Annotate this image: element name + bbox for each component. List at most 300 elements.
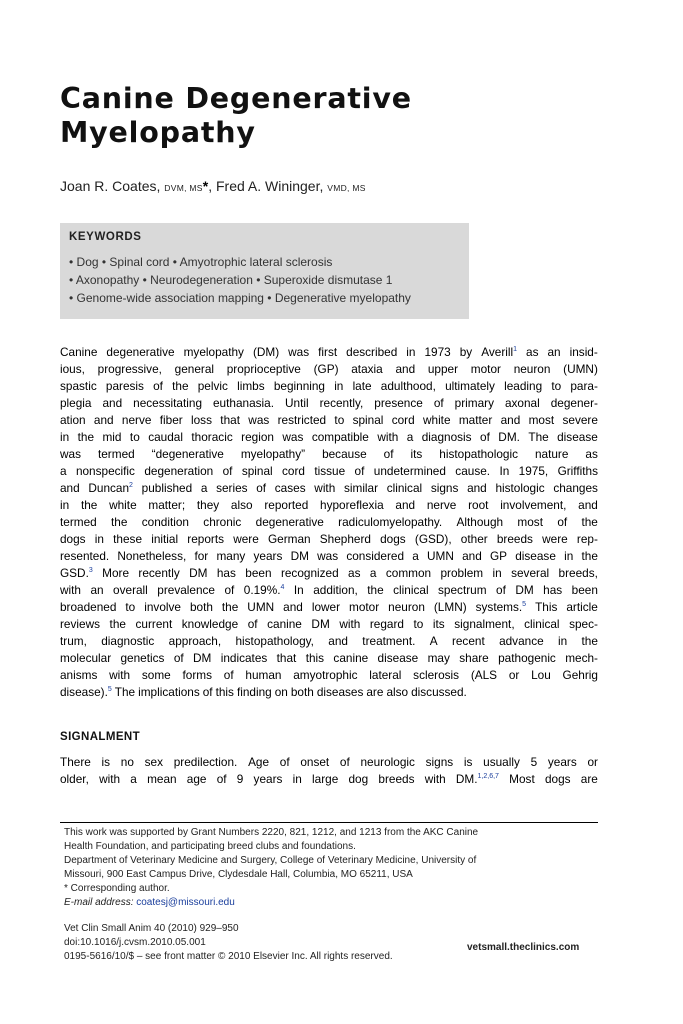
word: histopathology, bbox=[235, 634, 314, 648]
word: chronic bbox=[203, 515, 242, 529]
word: an bbox=[90, 583, 104, 597]
word: and bbox=[578, 498, 598, 512]
word: a bbox=[412, 549, 419, 563]
word: beginning bbox=[273, 379, 325, 393]
journal-website[interactable]: vetsmall.theclinics.com bbox=[467, 942, 580, 953]
word: signs bbox=[430, 481, 459, 495]
word: axonal bbox=[504, 396, 540, 410]
word: its bbox=[432, 617, 445, 631]
word: Although bbox=[456, 515, 504, 529]
word: of bbox=[173, 651, 184, 665]
word: has bbox=[543, 583, 563, 597]
word: ataxia bbox=[351, 362, 383, 376]
citation-reference[interactable]: 5 bbox=[107, 686, 112, 693]
word: and bbox=[395, 362, 416, 376]
citation-reference[interactable]: 5 bbox=[522, 601, 527, 608]
word: cord bbox=[282, 464, 305, 478]
citation-reference[interactable]: 2 bbox=[129, 482, 133, 489]
word: lower bbox=[311, 600, 341, 614]
word: paresis bbox=[105, 379, 144, 393]
word: Canine bbox=[60, 345, 98, 359]
word: Shepherd bbox=[319, 532, 371, 546]
word: for bbox=[194, 549, 209, 563]
word: Gehrig bbox=[562, 668, 598, 682]
text-line bbox=[60, 378, 598, 395]
word: recognized bbox=[280, 566, 339, 580]
text-line bbox=[60, 633, 598, 650]
text-line bbox=[60, 497, 598, 514]
word: of bbox=[222, 464, 233, 478]
word: knowledge bbox=[181, 617, 239, 631]
word: “degenerative bbox=[151, 447, 224, 461]
word: regard bbox=[369, 617, 404, 631]
word: share bbox=[459, 651, 489, 665]
word: cord bbox=[391, 413, 415, 427]
word: overall bbox=[113, 583, 148, 597]
word: diseases bbox=[316, 685, 364, 699]
cited-word: disease).$^5$ bbox=[60, 685, 112, 699]
word: matter bbox=[458, 413, 493, 427]
word: spinal bbox=[241, 464, 273, 478]
word: are bbox=[580, 772, 598, 786]
word: pathogenic bbox=[498, 651, 556, 665]
word: neuron bbox=[513, 362, 551, 376]
text-line bbox=[60, 429, 598, 446]
text-line bbox=[60, 650, 598, 667]
word: implications bbox=[138, 685, 200, 699]
word: clinical bbox=[386, 481, 423, 495]
author-degree: VMD, MS bbox=[327, 183, 366, 193]
keyword-line: • Dog • Spinal cord • Amyotrophic lateral sclerosis bbox=[69, 255, 333, 269]
word: advance bbox=[499, 634, 544, 648]
word: (ALS bbox=[470, 668, 498, 682]
word: to bbox=[125, 600, 136, 614]
word: primary bbox=[454, 396, 494, 410]
word: they bbox=[196, 498, 220, 512]
word: motor bbox=[470, 362, 501, 376]
word: root bbox=[468, 498, 489, 512]
word: tissue bbox=[314, 464, 346, 478]
word: signalment, bbox=[454, 617, 515, 631]
text-line bbox=[60, 548, 598, 565]
word: neuron bbox=[388, 600, 425, 614]
word: human bbox=[245, 668, 282, 682]
word: 1975, bbox=[518, 464, 549, 478]
word: Until bbox=[285, 396, 309, 410]
text-line bbox=[60, 412, 598, 429]
title-line: Myelopathy bbox=[60, 116, 256, 149]
word: also bbox=[386, 685, 409, 699]
word: and bbox=[102, 396, 123, 410]
citation-reference[interactable]: 1 bbox=[513, 346, 518, 353]
keywords-box bbox=[60, 223, 469, 319]
word: of bbox=[224, 583, 235, 597]
word: upper bbox=[427, 362, 459, 376]
word: rep- bbox=[576, 532, 598, 546]
word: mean bbox=[147, 772, 177, 786]
word: matter; bbox=[148, 498, 186, 512]
word: with bbox=[109, 668, 131, 682]
word: Age bbox=[248, 755, 270, 769]
word: There bbox=[60, 755, 91, 769]
word: plegia bbox=[60, 396, 92, 410]
word: of bbox=[339, 755, 350, 769]
word: of bbox=[216, 772, 227, 786]
doi[interactable]: doi:10.1016/j.cvsm.2010.05.001 bbox=[64, 937, 206, 948]
word: the bbox=[581, 515, 598, 529]
word: insid- bbox=[569, 345, 598, 359]
word: similar bbox=[343, 481, 379, 495]
word: may bbox=[427, 651, 450, 665]
word: diagnostic bbox=[101, 634, 155, 648]
word: breeds, bbox=[558, 566, 598, 580]
word: region bbox=[241, 430, 274, 444]
word: trum, bbox=[60, 634, 87, 648]
word: and bbox=[93, 413, 114, 427]
word: lateral bbox=[369, 668, 402, 682]
word: as bbox=[585, 447, 598, 461]
text-line bbox=[60, 446, 598, 463]
email-line bbox=[64, 896, 235, 910]
word: addition, bbox=[313, 583, 358, 597]
word: or bbox=[508, 668, 520, 682]
word: The bbox=[528, 430, 549, 444]
word: its bbox=[410, 447, 423, 461]
word: that bbox=[276, 651, 297, 665]
word: signs bbox=[425, 755, 454, 769]
word: general bbox=[174, 362, 215, 376]
word: in bbox=[564, 549, 574, 563]
word: these bbox=[113, 532, 143, 546]
word: was bbox=[248, 413, 270, 427]
word: this bbox=[215, 685, 234, 699]
word: DM bbox=[290, 549, 309, 563]
word: indicates bbox=[220, 651, 268, 665]
word: restricted bbox=[277, 413, 327, 427]
word: current bbox=[135, 617, 173, 631]
word: are bbox=[366, 685, 384, 699]
word: breeds bbox=[378, 772, 415, 786]
word: with bbox=[424, 772, 446, 786]
word: of bbox=[153, 379, 163, 393]
word: common bbox=[385, 566, 432, 580]
word: changes bbox=[553, 481, 598, 495]
word: considered bbox=[346, 549, 405, 563]
word: a bbox=[200, 481, 208, 495]
text-line bbox=[60, 514, 598, 531]
word: More bbox=[102, 566, 130, 580]
word: in bbox=[60, 498, 70, 512]
word: condition bbox=[141, 515, 189, 529]
word: to bbox=[551, 379, 562, 393]
email-link[interactable]: coatesj@missouri.edu bbox=[136, 897, 235, 908]
word: ultimately bbox=[445, 379, 495, 393]
word: necessitating bbox=[133, 396, 203, 410]
word: (GSD), bbox=[414, 532, 452, 546]
word: was bbox=[288, 345, 310, 359]
word: no bbox=[120, 755, 134, 769]
word: approach, bbox=[168, 634, 222, 648]
word: and bbox=[328, 634, 348, 648]
word: a bbox=[369, 566, 377, 580]
word: termed bbox=[97, 447, 135, 461]
word: molecular bbox=[60, 651, 112, 665]
word: Griffiths bbox=[557, 464, 598, 478]
word: 1973 bbox=[424, 345, 451, 359]
word: euthanasia. bbox=[213, 396, 275, 410]
word: involve bbox=[144, 600, 181, 614]
word: recent bbox=[451, 634, 485, 648]
word: In bbox=[499, 464, 510, 478]
affiliation: Missouri, 900 East Campus Drive, Clydesdale Hall, Columbia, MO 65211, USA bbox=[64, 869, 413, 880]
word: prevalence bbox=[157, 583, 215, 597]
word: of bbox=[202, 685, 213, 699]
word: in bbox=[60, 430, 70, 444]
word: A bbox=[429, 634, 438, 648]
word: mech- bbox=[565, 651, 598, 665]
word: DM bbox=[189, 566, 208, 580]
word: was bbox=[317, 549, 339, 563]
word: with bbox=[314, 481, 336, 495]
word: predilection. bbox=[173, 755, 238, 769]
word: the bbox=[221, 600, 239, 614]
word: The bbox=[114, 685, 136, 699]
word: and bbox=[467, 481, 487, 495]
word: or bbox=[587, 755, 598, 769]
text-line bbox=[60, 771, 598, 788]
text-line bbox=[60, 754, 598, 771]
word: was bbox=[60, 447, 81, 461]
word: described bbox=[346, 345, 398, 359]
word: degenerative bbox=[255, 515, 324, 529]
word: radiculomyelopathy. bbox=[338, 515, 443, 529]
text-line bbox=[60, 582, 598, 599]
word: limbs bbox=[237, 379, 265, 393]
word: undetermined bbox=[373, 464, 446, 478]
word: with bbox=[60, 583, 81, 597]
cited-word: 0.19%.$^4$ bbox=[243, 583, 285, 597]
keyword-line: • Genome-wide association mapping • Degenerative myelopathy bbox=[69, 291, 411, 305]
word: Most bbox=[509, 772, 535, 786]
word: were bbox=[233, 532, 259, 546]
word: dogs bbox=[60, 532, 86, 546]
word: dogs bbox=[544, 772, 571, 786]
word: and bbox=[395, 498, 416, 512]
word: DM bbox=[515, 583, 534, 597]
word: Nonetheless, bbox=[117, 549, 187, 563]
text-line bbox=[60, 565, 598, 582]
word: resented. bbox=[60, 549, 110, 563]
word: years bbox=[253, 772, 283, 786]
word: the bbox=[80, 498, 98, 512]
cited-word: Duncan$^2$ bbox=[88, 481, 133, 495]
word: large bbox=[312, 772, 339, 786]
text-line bbox=[60, 616, 598, 633]
word: finding bbox=[236, 685, 272, 699]
citation-reference[interactable]: 3 bbox=[88, 567, 93, 574]
word: degeneration bbox=[144, 464, 214, 478]
title-line: Canine Degenerative bbox=[60, 82, 412, 115]
word: the bbox=[111, 515, 128, 529]
text-line bbox=[60, 344, 598, 361]
word: of bbox=[354, 464, 365, 478]
word: some bbox=[141, 668, 171, 682]
word: neurologic bbox=[360, 755, 415, 769]
word: (UMN) bbox=[563, 362, 598, 376]
word: most bbox=[528, 413, 555, 427]
word: treatment. bbox=[362, 634, 416, 648]
funding-note: Health Foundation, and participating breed clubs and foundations. bbox=[64, 841, 356, 852]
word: disease bbox=[377, 651, 419, 665]
word: an bbox=[547, 345, 561, 359]
author-list bbox=[60, 178, 366, 194]
word: nerve bbox=[426, 498, 457, 512]
word: recently, bbox=[319, 396, 364, 410]
word: sclerosis bbox=[413, 668, 460, 682]
word: usually bbox=[483, 755, 520, 769]
word: with bbox=[377, 430, 399, 444]
word: spec- bbox=[569, 617, 598, 631]
word: age bbox=[186, 772, 207, 786]
word: in bbox=[292, 772, 302, 786]
author-degree: DVM, MS bbox=[164, 183, 203, 193]
word: reviews bbox=[60, 617, 100, 631]
funding-note: This work was supported by Grant Numbers 2220, 821, 1212, and 1213 from the AKC Canine bbox=[64, 827, 479, 838]
word: broadened bbox=[60, 600, 117, 614]
word: presence bbox=[374, 396, 423, 410]
word: the bbox=[367, 583, 384, 597]
word: as bbox=[348, 566, 361, 580]
word: breeds bbox=[496, 532, 533, 546]
word: amyotrophic bbox=[293, 668, 358, 682]
word: also bbox=[230, 498, 253, 512]
word: (DM) bbox=[252, 345, 280, 359]
word: nerve bbox=[121, 413, 152, 427]
word: degener- bbox=[550, 396, 598, 410]
word: the bbox=[109, 617, 126, 631]
word: both bbox=[290, 685, 314, 699]
word: para- bbox=[570, 379, 598, 393]
word: is bbox=[101, 755, 111, 769]
word: because bbox=[322, 447, 367, 461]
word: diagnosis bbox=[421, 430, 472, 444]
word: loss bbox=[191, 413, 212, 427]
word: of bbox=[223, 668, 234, 682]
word: and bbox=[500, 413, 521, 427]
word: been bbox=[245, 566, 272, 580]
corresponding-mark: * bbox=[202, 178, 209, 194]
word: pelvic bbox=[197, 379, 228, 393]
word: mid bbox=[102, 430, 122, 444]
email-label: E-mail address: bbox=[64, 897, 134, 908]
word: a bbox=[60, 464, 67, 478]
word: myelopathy bbox=[183, 345, 244, 359]
word: is bbox=[463, 755, 473, 769]
word: reports bbox=[187, 532, 224, 546]
word: discussed. bbox=[411, 685, 467, 699]
word: termed bbox=[60, 515, 97, 529]
word: disease bbox=[515, 549, 556, 563]
word: with bbox=[99, 772, 121, 786]
word: of bbox=[433, 396, 444, 410]
word: to bbox=[413, 617, 424, 631]
copyright: 0195-5616/10/$ – see front matter © 2010 Elsevier Inc. All rights reserved. bbox=[64, 951, 393, 962]
word: on bbox=[274, 685, 288, 699]
word: canine bbox=[333, 651, 369, 665]
word: thoracic bbox=[191, 430, 233, 444]
word: by bbox=[459, 345, 473, 359]
word: This bbox=[535, 600, 558, 614]
citation-reference[interactable]: 1,2,6,7 bbox=[477, 773, 499, 780]
word: of bbox=[247, 617, 258, 631]
keyword-line: • Axonopathy • Neurodegeneration • Superoxide dismutase 1 bbox=[69, 273, 393, 287]
word: late bbox=[352, 379, 372, 393]
word: first bbox=[318, 345, 338, 359]
word: genetics bbox=[120, 651, 165, 665]
footnote-divider bbox=[60, 822, 598, 823]
word: as bbox=[526, 345, 539, 359]
word: anisms bbox=[60, 668, 98, 682]
author-name: Joan R. Coates, bbox=[60, 178, 161, 194]
word: cases bbox=[274, 481, 306, 495]
word: white bbox=[422, 413, 451, 427]
word: of bbox=[383, 447, 394, 461]
text-line bbox=[60, 463, 598, 480]
word: 9 bbox=[236, 772, 244, 786]
word: leading bbox=[504, 379, 543, 393]
word: was bbox=[282, 430, 304, 444]
word: hyporeflexia bbox=[320, 498, 384, 512]
article-title bbox=[60, 82, 620, 150]
word: many bbox=[216, 549, 246, 563]
word: the bbox=[172, 379, 189, 393]
word: of bbox=[279, 755, 290, 769]
word: histologic bbox=[495, 481, 545, 495]
word: clinical bbox=[393, 583, 429, 597]
word: and bbox=[283, 600, 303, 614]
word: DM. bbox=[498, 430, 520, 444]
word: in bbox=[334, 379, 344, 393]
word: in bbox=[492, 566, 502, 580]
word: caudal bbox=[148, 430, 183, 444]
word: of bbox=[496, 583, 506, 597]
text-line bbox=[60, 480, 598, 497]
word: and bbox=[60, 481, 80, 495]
intro-paragraph bbox=[60, 344, 598, 701]
word: progressive, bbox=[97, 362, 162, 376]
word: histopathologic bbox=[439, 447, 518, 461]
word: been bbox=[571, 583, 598, 597]
word: degenerative bbox=[106, 345, 175, 359]
keywords-heading: KEYWORDS bbox=[69, 231, 142, 243]
word: spastic bbox=[60, 379, 97, 393]
affiliation: Department of Veterinary Medicine and Surgery, College of Veterinary Medicine, University of bbox=[64, 855, 477, 866]
word: problem bbox=[440, 566, 484, 580]
word: in bbox=[406, 345, 416, 359]
word: DM bbox=[311, 617, 330, 631]
word: onset bbox=[300, 755, 330, 769]
word: of bbox=[557, 515, 568, 529]
word: in bbox=[94, 532, 104, 546]
citation-reference[interactable]: 4 bbox=[280, 584, 285, 591]
word: years bbox=[253, 549, 283, 563]
word: UMN bbox=[247, 600, 275, 614]
word: this bbox=[305, 651, 325, 665]
word: article bbox=[566, 600, 598, 614]
word: reported bbox=[264, 498, 309, 512]
word: 5 bbox=[530, 755, 538, 769]
word: to bbox=[129, 430, 140, 444]
